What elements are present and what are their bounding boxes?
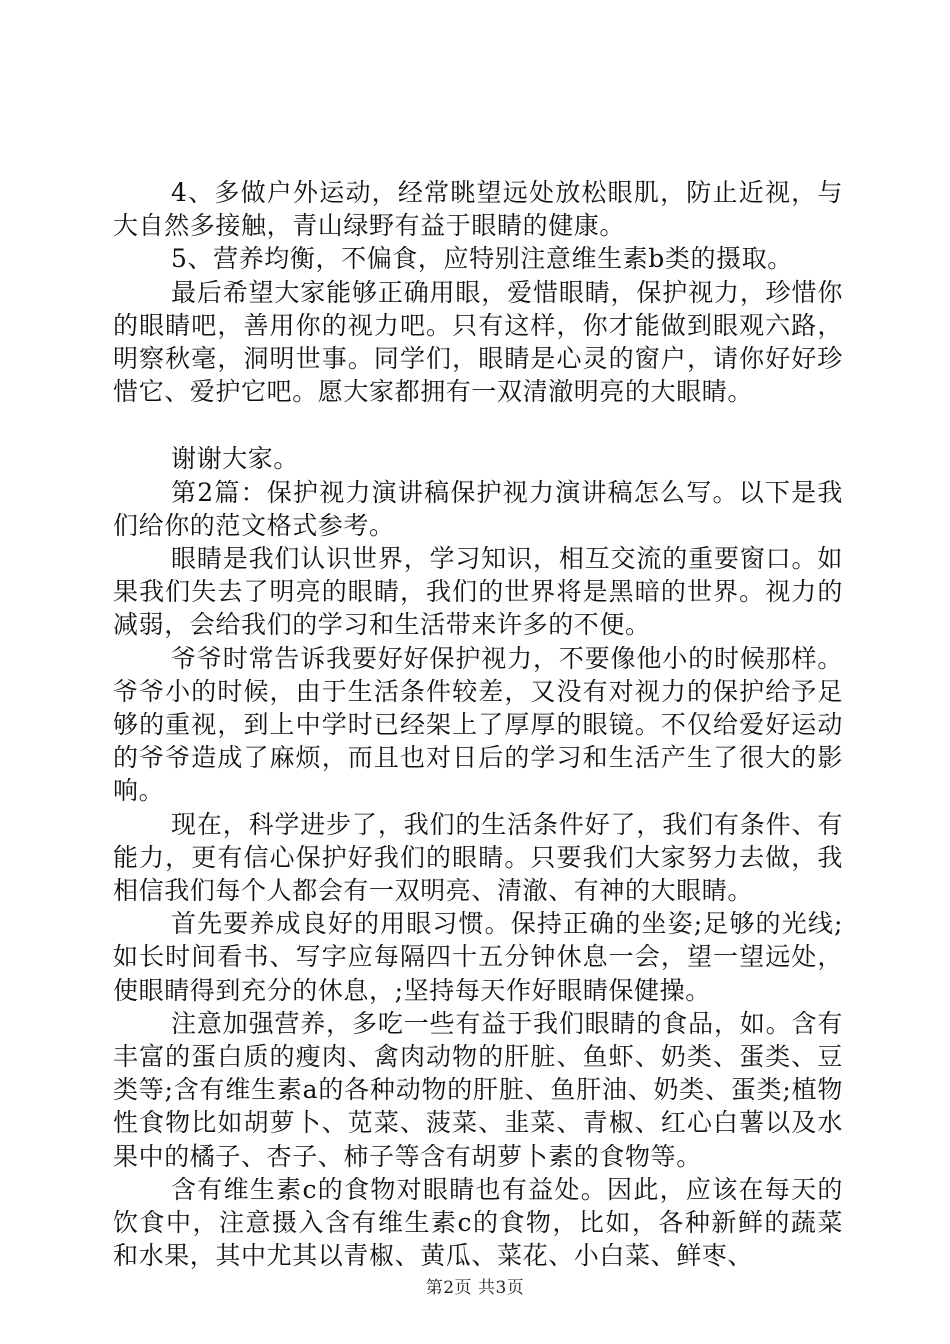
- paragraph-article-2-heading: 第2篇：保护视力演讲稿保护视力演讲稿怎么写。以下是我们给你的范文格式参考。: [113, 477, 843, 540]
- paragraph-nutrition: 注意加强营养，多吃一些有益于我们眼睛的食品，如。含有丰富的蛋白质的瘦肉、禽肉动物的肝脏、鱼虾、奶类、蛋类、豆类等;含有维生素a的各种动物的肝脏、鱼肝油、奶类、蛋类;植物性食物比如胡萝卜、苋菜、菠菜、韭菜、青椒、红心白薯以及水果中的橘子、杏子、柿子等含有胡萝卜素的食物等。: [113, 1008, 843, 1171]
- paragraph-science-progress: 现在，科学进步了，我们的生活条件好了，我们有条件、有能力，更有信心保护好我们的眼睛。只要我们大家努力去做，我相信我们每个人都会有一双明亮、清澈、有神的大眼睛。: [113, 809, 843, 906]
- page-footer: 第2页 共3页: [425, 1278, 525, 1298]
- paragraph-grandfather: 爷爷时常告诉我要好好保护视力，不要像他小的时候那样。爷爷小的时候，由于生活条件较差，又没有对视力的保护给予足够的重视，到上中学时已经架上了厚厚的眼镜。不仅给爱好运动的爷爷造成了麻烦，而且也对日后的学习和生活产生了很大的影响。: [113, 643, 843, 806]
- paragraph-vitamin-c: 含有维生素c的食物对眼睛也有益处。因此，应该在每天的饮食中，注意摄入含有维生素c的食物，比如，各种新鲜的蔬菜和水果，其中尤其以青椒、黄瓜、菜花、小白菜、鲜枣、: [113, 1174, 843, 1271]
- paragraph-tip-5: 5、营养均衡，不偏食，应特别注意维生素b类的摄取。: [171, 244, 793, 274]
- paragraph-gap: [113, 408, 843, 442]
- document-body: [113, 176, 843, 1273]
- paragraph-tip-4: 4、多做户外运动，经常眺望远处放松眼肌，防止近视，与大自然多接触，青山绿野有益于眼睛的健康。: [113, 178, 843, 241]
- paragraph-thanks: 谢谢大家。: [171, 444, 300, 474]
- paragraph-closing: 最后希望大家能够正确用眼，爱惜眼睛，保护视力，珍惜你的眼睛吧，善用你的视力吧。只有这样，你才能做到眼观六路，明察秋毫，洞明世事。同学们，眼睛是心灵的窗户，请你好好珍惜它、爱护它吧。愿大家都拥有一双清澈明亮的大眼睛。: [113, 277, 843, 407]
- paragraph-habits: 首先要养成良好的用眼习惯。保持正确的坐姿;足够的光线;如长时间看书、写字应每隔四十五分钟休息一会，望一望远处，使眼睛得到充分的休息，;坚持每天作好眼睛保健操。: [113, 909, 843, 1005]
- paragraph-eyes-window: 眼睛是我们认识世界，学习知识，相互交流的重要窗口。如果我们失去了明亮的眼睛，我们的世界将是黑暗的世界。视力的减弱，会给我们的学习和生活带来许多的不便。: [113, 544, 843, 640]
